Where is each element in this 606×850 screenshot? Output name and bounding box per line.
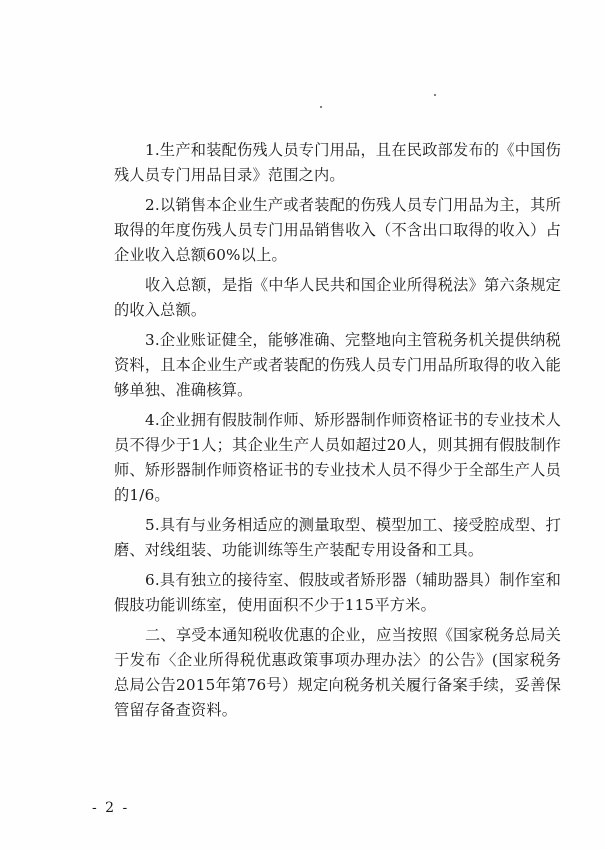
paragraph-item-3: 3.企业账证健全，能够准确、完整地向主管税务机关提供纳税资料，且本企业生产或者装配的伤残人员专门用品所取得的收入能够单独、准确核算。 xyxy=(114,331,561,399)
scan-dot xyxy=(320,106,322,108)
scan-dot xyxy=(434,94,436,96)
document-body xyxy=(114,138,561,723)
paragraph-item-5: 5.具有与业务相适应的测量取型、模型加工、接受腔成型、打磨、对线组装、功能训练等生产装配专用设备和工具。 xyxy=(114,516,561,559)
paragraph-section-2: 二、享受本通知税收优惠的企业，应当按照《国家税务总局关于发布〈企业所得税优惠政策事项办理办法〉的公告》(国家税务总局公告2015年第76号）规定向税务机关履行备案手续，妥善保管留存备查资料。 xyxy=(114,626,561,719)
paragraph-total-income-definition: 收入总额，是指《中华人民共和国企业所得税法》第六条规定的收入总额。 xyxy=(114,276,561,319)
paragraph-item-2: 2.以销售本企业生产或者装配的伤残人员专门用品为主，其所取得的年度伤残人员专门用品销售收入（不含出口取得的收入）占企业收入总额60%以上。 xyxy=(114,196,561,264)
paragraph-item-1: 1.生产和装配伤残人员专门用品，且在民政部发布的《中国伤残人员专门用品目录》范围之内。 xyxy=(114,141,561,184)
page-number: - 2 - xyxy=(92,800,130,816)
paragraph-item-4: 4.企业拥有假肢制作师、矫形器制作师资格证书的专业技术人员不得少于1人；其企业生产人员如超过20人，则其拥有假肢制作师、矫形器制作师资格证书的专业技术人员不得少于全部生产人员的1/6。 xyxy=(114,411,561,504)
paragraph-item-6: 6.具有独立的接待室、假肢或者矫形器（辅助器具）制作室和假肢功能训练室，使用面积不少于115平方米。 xyxy=(114,571,561,614)
